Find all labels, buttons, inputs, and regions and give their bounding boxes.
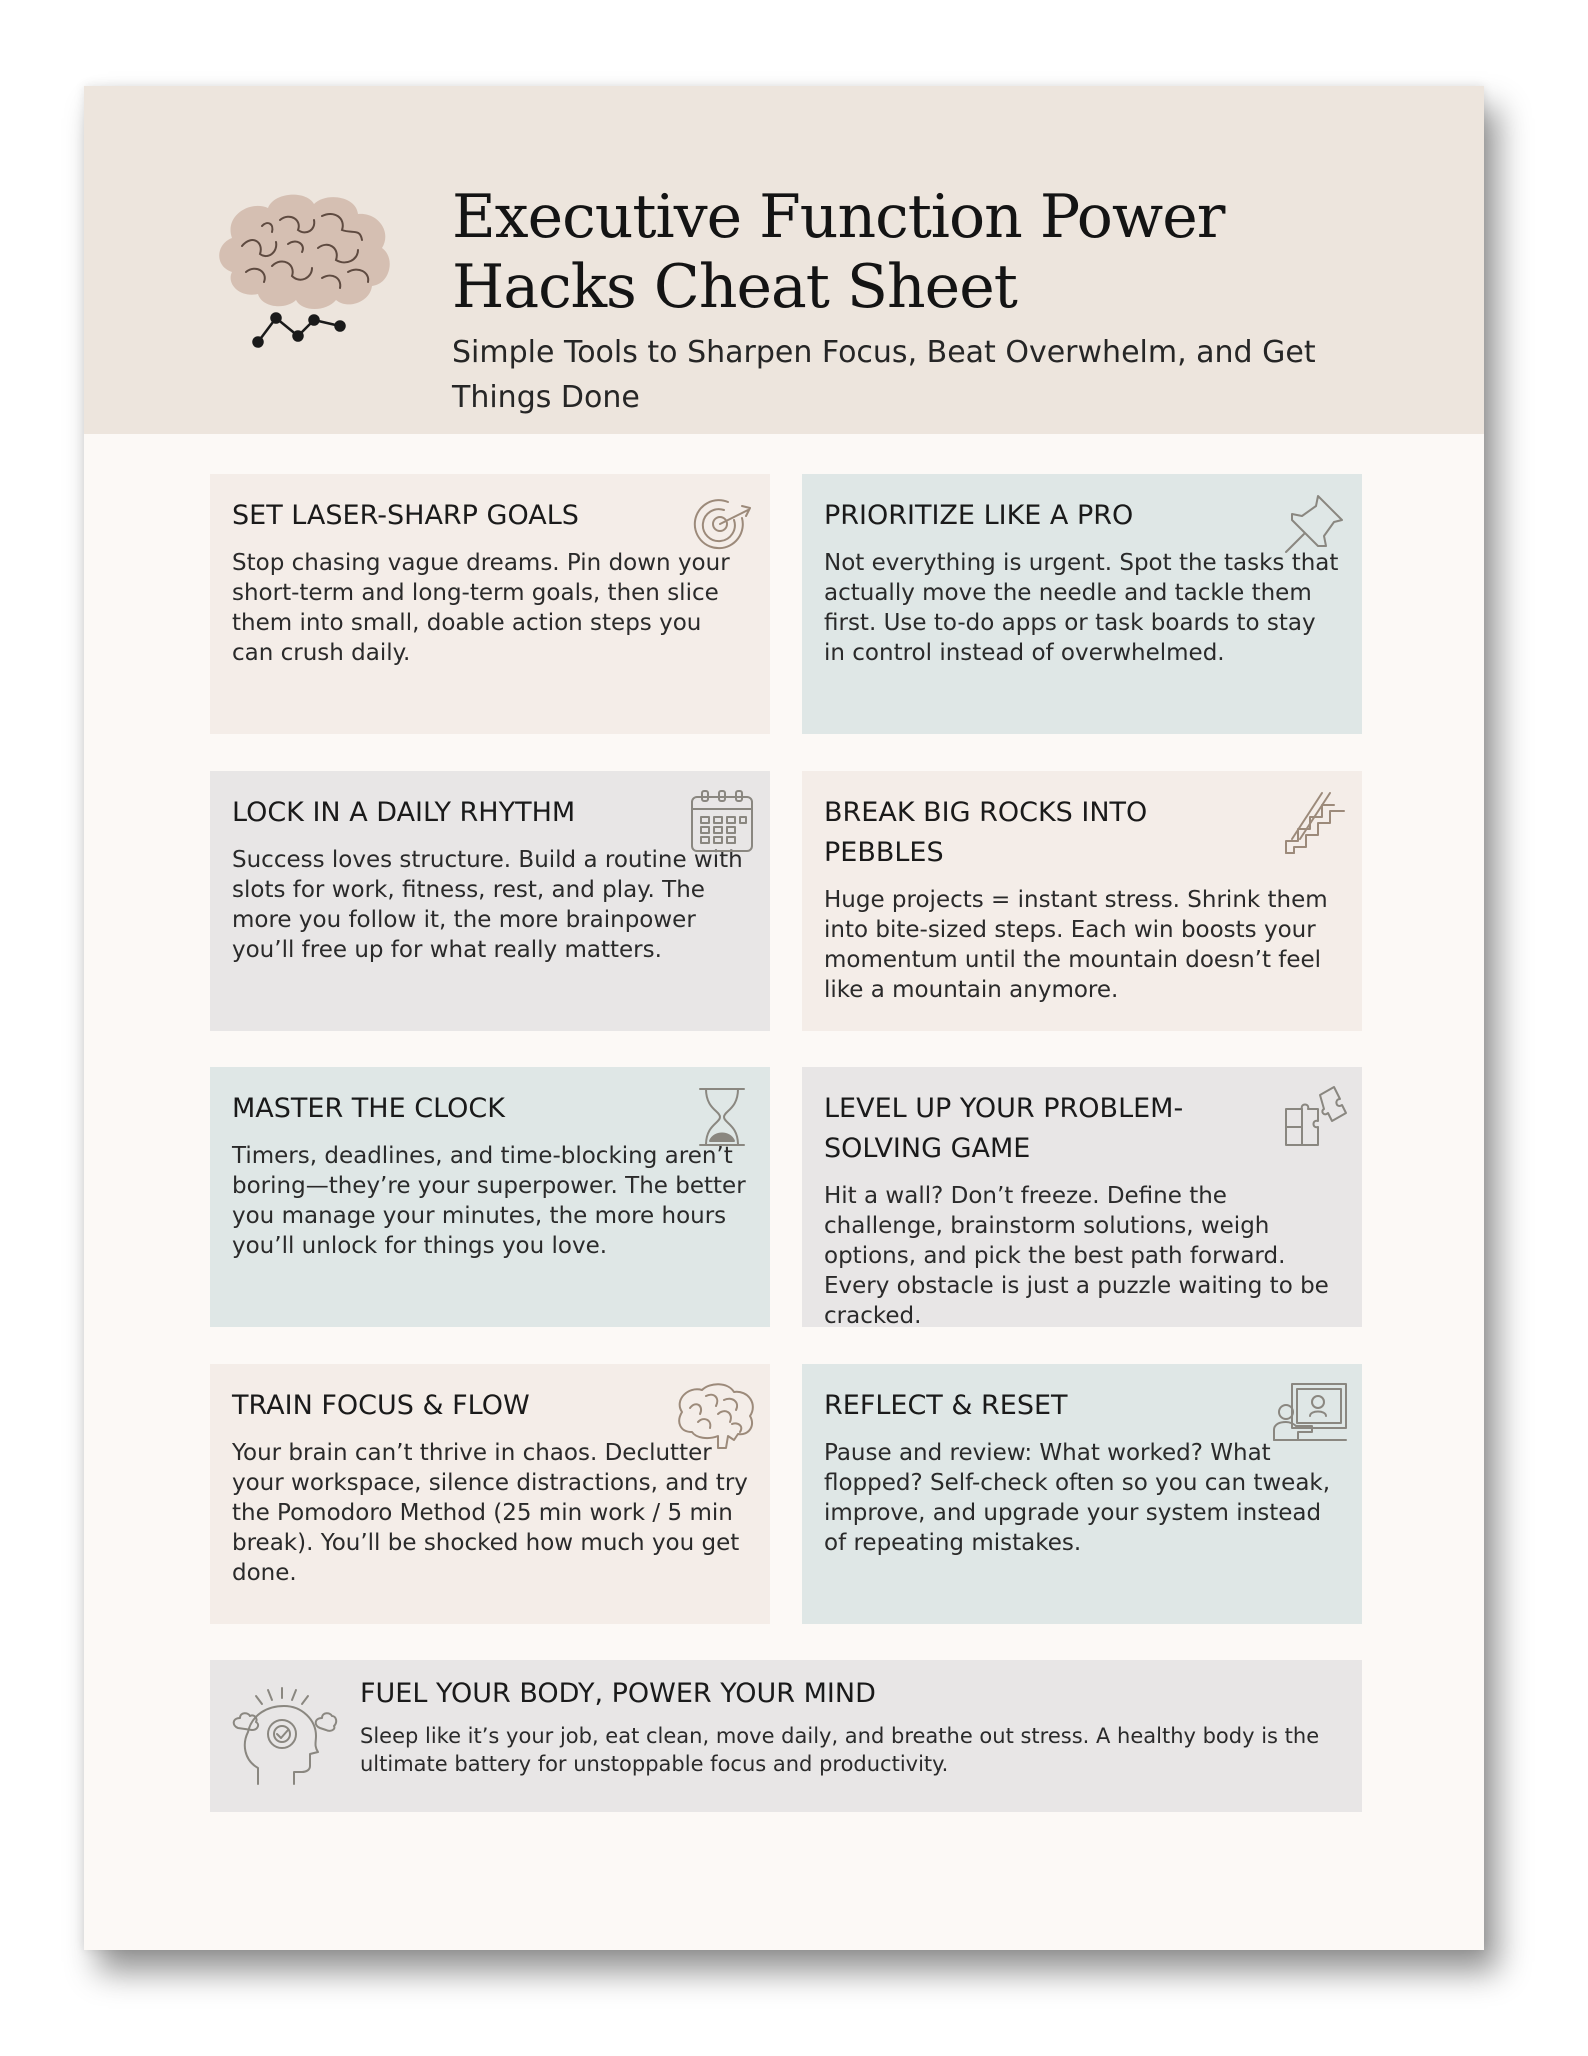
card-body: Sleep like it’s your job, eat clean, move daily, and breathe out stress. A healthy body is the ultimate battery for unstoppable focus and productivity. xyxy=(360,1724,1320,1776)
card-title: PRIORITIZE LIKE A PRO xyxy=(824,500,1134,531)
card-title: SET LASER-SHARP GOALS xyxy=(232,500,579,531)
card-body: Hit a wall? Don’t freeze. Define the challenge, brainstorm solutions, weigh options, and pick the best path forward. Every obstacle is just a puzzle waiting to be cracked. xyxy=(824,1183,1329,1329)
card-title: LOCK IN A DAILY RHYTHM xyxy=(232,797,576,828)
card-big-rocks xyxy=(802,771,1362,1031)
card-body: Huge projects = instant stress. Shrink them into bite-sized steps. Each win boosts your momentum until the mountain doesn’t feel like a mountain anymore. xyxy=(824,887,1328,1003)
card-focus-flow xyxy=(210,1364,770,1624)
puzzle-icon xyxy=(1278,1081,1350,1153)
card-title: MASTER THE CLOCK xyxy=(232,1093,505,1124)
calendar-icon xyxy=(686,785,758,857)
card-title: REFLECT & RESET xyxy=(824,1390,1068,1421)
card-fuel-body xyxy=(210,1660,1362,1812)
pushpin-icon xyxy=(1278,488,1350,560)
head-mind-icon xyxy=(228,1684,338,1790)
card-body: Success loves structure. Build a routine with slots for work, fitness, rest, and play. The more you follow it, the more brainpower you’ll free up for what really matters. xyxy=(232,847,743,963)
target-icon xyxy=(686,488,758,560)
brain-icon xyxy=(686,1378,758,1450)
brain-logo-icon xyxy=(202,186,402,356)
card-body: Timers, deadlines, and time-blocking aren’t boring—they’re your superpower. The better you manage your minutes, the more hours you’ll unlock for things you love. xyxy=(232,1143,746,1259)
hourglass-icon xyxy=(686,1081,758,1153)
card-body: Stop chasing vague dreams. Pin down your short-term and long-term goals, then slice them into small, doable action steps you can crush daily. xyxy=(232,550,730,666)
card-prioritize xyxy=(802,474,1362,734)
card-body: Not everything is urgent. Spot the tasks that actually move the needle and tackle them first. Use to-do apps or task boards to stay in control instead of overwhelmed. xyxy=(824,550,1339,666)
page-subtitle: Simple Tools to Sharpen Focus, Beat Overwhelm, and Get Things Done xyxy=(452,335,1316,415)
card-master-clock xyxy=(210,1067,770,1327)
card-body: Your brain can’t thrive in chaos. Declutter your workspace, silence distractions, and try the Pomodoro Method (25 min work / 5 min break). You’ll be shocked how much you get done. xyxy=(232,1440,748,1586)
card-title: LEVEL UP YOUR PROBLEM-SOLVING GAME xyxy=(824,1093,1184,1164)
card-title: FUEL YOUR BODY, POWER YOUR MIND xyxy=(360,1678,876,1709)
card-daily-rhythm xyxy=(210,771,770,1031)
stairs-icon xyxy=(1278,785,1350,857)
card-title: BREAK BIG ROCKS INTO PEBBLES xyxy=(824,797,1148,868)
card-reflect-reset xyxy=(802,1364,1362,1624)
header-banner xyxy=(84,86,1484,434)
page-title: Executive Function Power Hacks Cheat Sheet xyxy=(452,182,1225,322)
card-body: Pause and review: What worked? What flopped? Self-check often so you can tweak, improve, and upgrade your system instead of repeating mistakes. xyxy=(824,1440,1331,1556)
presentation-icon xyxy=(1278,1378,1350,1450)
card-problem-solving xyxy=(802,1067,1362,1327)
card-title: TRAIN FOCUS & FLOW xyxy=(232,1390,530,1421)
cheat-sheet-page xyxy=(84,86,1484,1950)
card-set-goals xyxy=(210,474,770,734)
